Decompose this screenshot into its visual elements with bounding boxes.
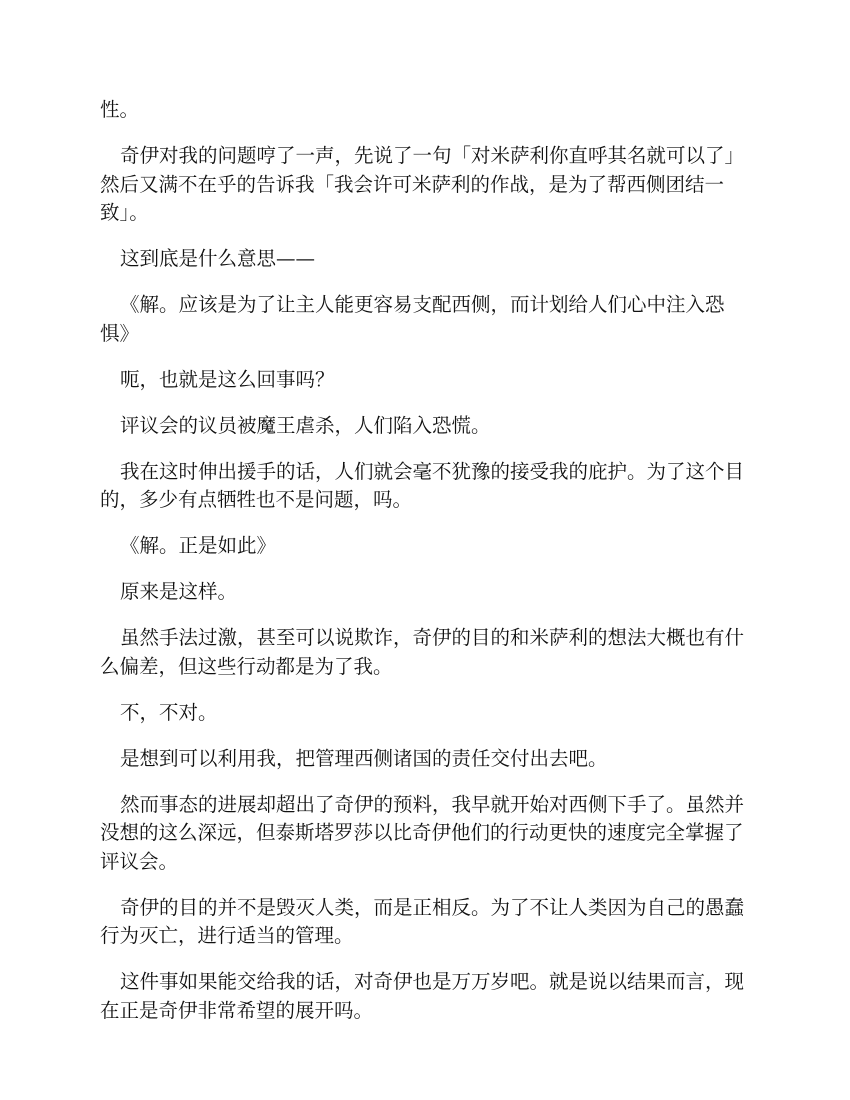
paragraph: 评议会的议员被魔王虐杀，人们陷入恐慌。	[120, 413, 491, 437]
paragraph: 《解。应该是为了让主人能更容易支配西侧，而计划给人们心中注入恐惧》	[100, 293, 725, 345]
paragraph: 呃，也就是这么回事吗？	[120, 367, 335, 391]
paragraph: 这到底是什么意思——	[120, 247, 316, 270]
paragraph: 然而事态的进展却超出了奇伊的预料，我早就开始对西侧下手了。虽然并没想的这么深远，但泰斯塔罗莎以比奇伊他们的行动更快的速度完全掌握了评议会。	[100, 792, 745, 873]
paragraph: 这件事如果能交给我的话，对奇伊也是万万岁吧。就是说以结果而言，现在正是奇伊非常希望的展开吗。	[100, 970, 745, 1022]
paragraph: 奇伊的目的并不是毁灭人类，而是正相反。为了不让人类因为自己的愚蠢行为灭亡，进行适当的管理。	[100, 895, 745, 947]
document-body	[100, 96, 750, 1043]
paragraph: 虽然手法过激，甚至可以说欺诈，奇伊的目的和米萨利的想法大概也有什么偏差，但这些行动都是为了我。	[100, 626, 745, 678]
paragraph: 不，不对。	[120, 700, 218, 724]
paragraph: 我在这时伸出援手的话，人们就会毫不犹豫的接受我的庇护。为了这个目的，多少有点牺牲也不是问题，吗。	[100, 459, 745, 511]
paragraph: 是想到可以利用我，把管理西侧诸国的责任交付出去吧。	[120, 746, 608, 770]
paragraph: 奇伊对我的问题哼了一声，先说了一句「对米萨利你直呼其名就可以了」然后又满不在乎的告诉我「我会许可米萨利的作战，是为了帮西侧团结一致」。	[100, 144, 745, 224]
paragraph: 《解。正是如此》	[120, 534, 277, 557]
paragraph: 原来是这样。	[120, 580, 238, 603]
paragraph: 性。	[100, 98, 140, 121]
